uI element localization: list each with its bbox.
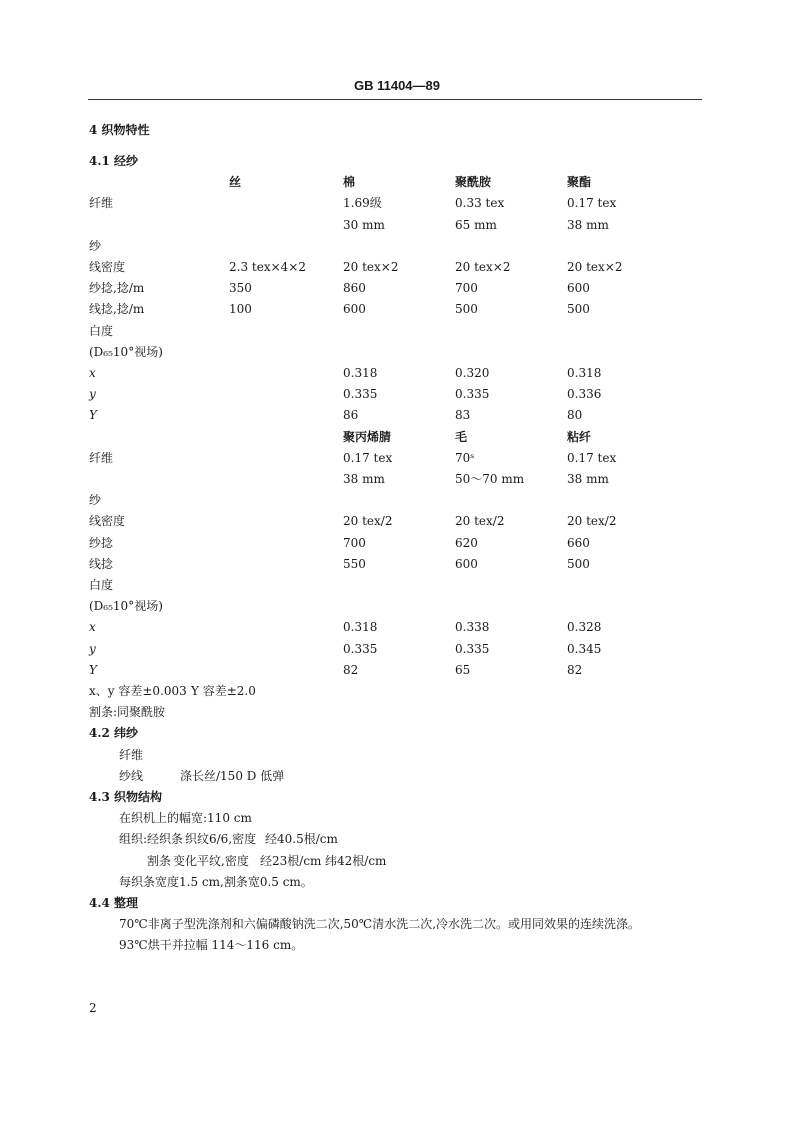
text-line: (D₆₅10°视场) bbox=[89, 344, 163, 359]
text-line-cell-3: 0.335 bbox=[455, 387, 490, 402]
text-line-cell-3: 0.33 tex bbox=[455, 196, 505, 211]
standard-number-header: GB 11404—89 bbox=[353, 78, 440, 93]
text-line-cell-2: 0.318 bbox=[343, 366, 378, 380]
text-line-cell-4: 20 tex/2 bbox=[567, 514, 617, 529]
text-line-cell-3: 70ˢ bbox=[455, 450, 475, 465]
text-line: 纱捻 bbox=[89, 535, 114, 550]
text-line: (D₆₅10°视场) bbox=[89, 599, 163, 614]
text-line: y bbox=[89, 641, 96, 656]
text-line-cell-2: 20 tex×2 bbox=[343, 260, 399, 274]
text-line-cell-3: 0.320 bbox=[455, 366, 490, 380]
text-line-cell-3: 纬42根/cm bbox=[325, 853, 387, 868]
text-line: 纤维 bbox=[89, 196, 114, 211]
text-line-cell-1: 100 bbox=[229, 302, 252, 317]
text-line-cell-2: 20 tex/2 bbox=[343, 514, 393, 529]
text-line-cell-3: 0.338 bbox=[455, 620, 490, 635]
text-line-cell-3: 620 bbox=[455, 535, 478, 550]
section-4-2-heading: 4.2 纬纱 bbox=[89, 726, 139, 741]
text-line-cell-3: 65 bbox=[455, 662, 471, 677]
page-number: 2 bbox=[89, 1001, 97, 1015]
text-line-cell-4: 500 bbox=[567, 302, 590, 317]
section-4-4-heading: 4.4 整理 bbox=[89, 896, 139, 910]
text-line: 纱线 bbox=[119, 768, 144, 783]
text-line-cell-1: 350 bbox=[229, 281, 252, 296]
text-line-cell-3: 600 bbox=[455, 556, 478, 571]
text-line-cell-3: 0.335 bbox=[455, 641, 490, 656]
text-line-cell-3: 20 tex/2 bbox=[455, 514, 505, 529]
text-line-cell-4: 38 mm bbox=[567, 217, 609, 232]
text-line: 纱 bbox=[89, 493, 102, 508]
text-line-cell-4: 0.336 bbox=[567, 387, 602, 402]
text-line-cell-2: 86 bbox=[343, 408, 359, 423]
text-line-cell-4: 38 mm bbox=[567, 472, 609, 486]
section-4-title: 4 织物特性 bbox=[89, 123, 150, 137]
text-line-cell-4: 80 bbox=[567, 408, 583, 423]
text-line-cell-2: 82 bbox=[343, 662, 359, 677]
text-line-cell-4: 0.318 bbox=[567, 366, 602, 380]
text-line-cell-2: 1.69级 bbox=[343, 196, 382, 211]
text-line: 割条:同聚酰胺 bbox=[89, 705, 166, 720]
text-line: y bbox=[89, 387, 96, 402]
table-header-row-cell-1: 丝 bbox=[229, 175, 242, 190]
text-line-cell-3: 50～70 mm bbox=[455, 472, 525, 486]
text-line-cell-4: 0.328 bbox=[567, 620, 602, 635]
text-line: x bbox=[89, 366, 96, 380]
text-line-cell-2: 700 bbox=[343, 535, 366, 550]
text-line-cell-1: 织纹6/6,密度 bbox=[185, 832, 257, 847]
header-rule bbox=[88, 99, 702, 100]
text-line: 纤维 bbox=[119, 747, 144, 762]
text-line: 93℃烘干并拉幅 114～116 cm。 bbox=[119, 938, 304, 953]
text-line: 白度 bbox=[89, 578, 114, 592]
text-line-cell-2: 经40.5根/cm bbox=[265, 832, 338, 847]
text-line-cell-2: 经23根/cm bbox=[260, 853, 322, 868]
text-line-cell-2: 0.17 tex bbox=[343, 450, 393, 465]
table-header-row-cell-2: 聚丙烯腈 bbox=[343, 429, 392, 444]
text-line-cell-2: 550 bbox=[343, 556, 366, 571]
text-line: 纱 bbox=[89, 238, 102, 253]
text-line-cell-4: 660 bbox=[567, 535, 590, 550]
text-line: 在织机上的幅宽:110 cm bbox=[119, 811, 252, 826]
text-line-cell-4: 600 bbox=[567, 281, 590, 296]
text-line-cell-2: 0.335 bbox=[343, 641, 378, 656]
text-line-cell-1: 变化平纹,密度 bbox=[173, 853, 249, 868]
text-line: 线密度 bbox=[89, 260, 126, 274]
text-line: x bbox=[89, 620, 96, 635]
table-header-row-cell-3: 毛 bbox=[455, 429, 468, 444]
text-line: 线捻,捻/m bbox=[89, 302, 145, 317]
text-line-cell-3: 700 bbox=[455, 281, 478, 296]
section-4-1-heading: 4.1 经纱 bbox=[89, 154, 139, 168]
text-line-cell-2: 0.318 bbox=[343, 620, 378, 635]
text-line: Y bbox=[89, 408, 97, 423]
text-line-cell-4: 0.345 bbox=[567, 641, 602, 656]
text-line: 线捻 bbox=[89, 556, 114, 571]
text-line-cell-1: Y 容差±2.0 bbox=[191, 684, 256, 698]
text-line: 组织:经织条 bbox=[119, 832, 184, 847]
text-line: Y bbox=[89, 662, 97, 677]
text-line-cell-2: 38 mm bbox=[343, 472, 385, 486]
table-header-row-cell-2: 棉 bbox=[343, 175, 356, 190]
text-line: 割条 bbox=[147, 853, 172, 868]
text-line-cell-1: 涤长丝/150 D 低弹 bbox=[180, 768, 285, 783]
text-line-cell-3: 65 mm bbox=[455, 217, 497, 232]
text-line-cell-4: 20 tex×2 bbox=[567, 260, 623, 274]
text-line: 白度 bbox=[89, 323, 114, 338]
table-header-row-cell-4: 聚酯 bbox=[567, 175, 592, 190]
text-line-cell-2: 0.335 bbox=[343, 387, 378, 402]
text-line-cell-2: 600 bbox=[343, 302, 366, 317]
text-line: 纤维 bbox=[89, 450, 114, 465]
text-line: x、y 容差±0.003 bbox=[89, 684, 187, 698]
text-line-cell-2: 30 mm bbox=[343, 217, 385, 232]
text-line-cell-3: 83 bbox=[455, 408, 471, 423]
text-line-cell-1: 2.3 tex×4×2 bbox=[229, 260, 306, 274]
section-4-3-heading: 4.3 织物结构 bbox=[89, 790, 163, 804]
text-line-cell-3: 20 tex×2 bbox=[455, 260, 511, 274]
text-line-cell-4: 0.17 tex bbox=[567, 450, 617, 465]
text-line-cell-3: 500 bbox=[455, 302, 478, 317]
text-line: 线密度 bbox=[89, 514, 126, 529]
text-line-cell-4: 0.17 tex bbox=[567, 196, 617, 211]
text-line-cell-4: 500 bbox=[567, 556, 590, 571]
text-line: 纱捻,捻/m bbox=[89, 281, 145, 296]
text-line-cell-2: 860 bbox=[343, 281, 366, 296]
table-header-row-cell-3: 聚酰胺 bbox=[455, 175, 492, 190]
text-line: 70℃非离子型洗涤剂和六偏磷酸钠洗二次,50℃清水洗二次,冷水洗二次。或用同效果的连续洗涤。 bbox=[119, 917, 641, 932]
text-line-cell-4: 82 bbox=[567, 662, 583, 677]
table-header-row-cell-4: 粘纤 bbox=[567, 429, 592, 444]
text-line: 每织条宽度1.5 cm,割条宽0.5 cm。 bbox=[119, 874, 313, 889]
